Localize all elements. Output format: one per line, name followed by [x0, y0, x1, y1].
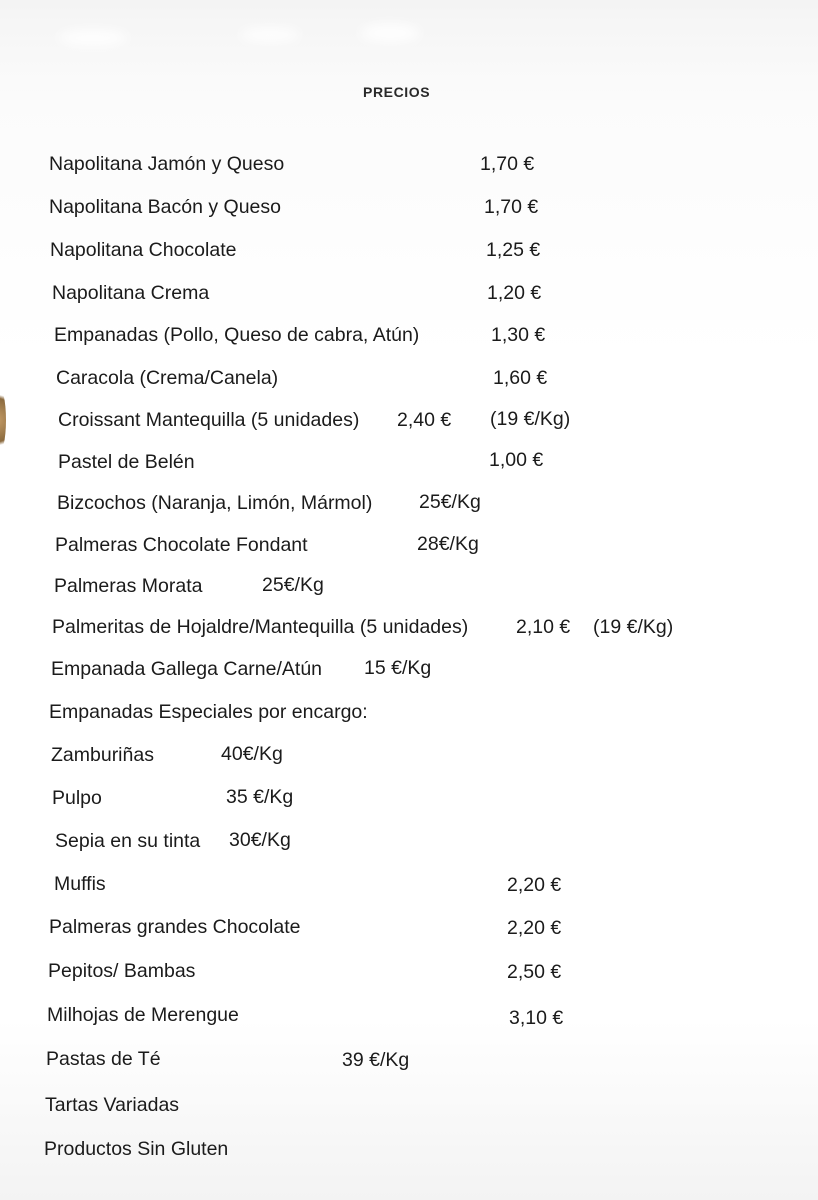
item-name: Palmeritas de Hojaldre/Mantequilla (5 unidades): [52, 616, 469, 638]
item-price: 35 €/Kg: [226, 786, 294, 808]
item-name: Milhojas de Merengue: [47, 1004, 239, 1026]
item-name: Pastas de Té: [46, 1048, 161, 1070]
item-price: 40€/Kg: [221, 743, 283, 765]
item-price: 1,20 €: [487, 282, 542, 304]
item-name: Caracola (Crema/Canela): [56, 367, 279, 389]
item-price: 2,50 €: [507, 961, 562, 983]
item-name: Napolitana Crema: [52, 282, 210, 304]
item-price: 2,10 €: [516, 616, 571, 638]
item-name: Productos Sin Gluten: [44, 1138, 229, 1160]
item-name: Muffis: [54, 873, 106, 895]
item-name: Napolitana Jamón y Queso: [49, 153, 285, 175]
item-price: 1,60 €: [493, 367, 548, 389]
item-name: Pulpo: [52, 787, 102, 809]
item-price-per-kg: (19 €/Kg): [490, 408, 571, 430]
glare-right: [360, 24, 420, 42]
item-price: 3,10 €: [509, 1007, 564, 1029]
item-price: 1,70 €: [480, 153, 535, 175]
item-price: 25€/Kg: [262, 574, 324, 596]
item-name: Pastel de Belén: [58, 451, 195, 473]
item-name: Empanadas (Pollo, Queso de cabra, Atún): [54, 324, 420, 346]
item-price: 1,25 €: [486, 239, 541, 261]
section-heading: Empanadas Especiales por encargo:: [49, 701, 368, 723]
item-name: Tartas Variadas: [45, 1094, 180, 1116]
item-price: 1,70 €: [484, 196, 539, 218]
item-name: Napolitana Bacón y Queso: [49, 196, 281, 218]
item-name: Palmeras Chocolate Fondant: [55, 534, 308, 556]
item-price: 2,20 €: [507, 874, 562, 896]
item-name: Croissant Mantequilla (5 unidades): [58, 409, 360, 431]
item-name: Sepia en su tinta: [55, 830, 201, 852]
item-price: 15 €/Kg: [364, 657, 432, 679]
item-price: 2,40 €: [397, 409, 452, 431]
item-price: 28€/Kg: [417, 533, 479, 555]
item-price: 2,20 €: [507, 917, 562, 939]
item-price-per-kg: (19 €/Kg): [593, 616, 674, 638]
glare-left: [58, 30, 128, 46]
item-price: 1,30 €: [491, 324, 546, 346]
item-name: Palmeras Morata: [54, 575, 203, 597]
item-name: Empanada Gallega Carne/Atún: [51, 658, 323, 680]
glare-mid: [240, 28, 300, 42]
item-name: Bizcochos (Naranja, Limón, Mármol): [57, 492, 373, 514]
pastry-edge: [0, 385, 6, 455]
item-price: 30€/Kg: [229, 829, 291, 851]
item-price: 1,00 €: [489, 449, 544, 471]
item-price: 25€/Kg: [419, 491, 481, 513]
item-price: 39 €/Kg: [342, 1049, 410, 1071]
item-name: Pepitos/ Bambas: [48, 960, 196, 982]
item-name: Zamburiñas: [51, 744, 154, 766]
item-name: Napolitana Chocolate: [50, 239, 237, 261]
item-name: Palmeras grandes Chocolate: [49, 916, 301, 938]
page-title: PRECIOS: [363, 84, 431, 100]
